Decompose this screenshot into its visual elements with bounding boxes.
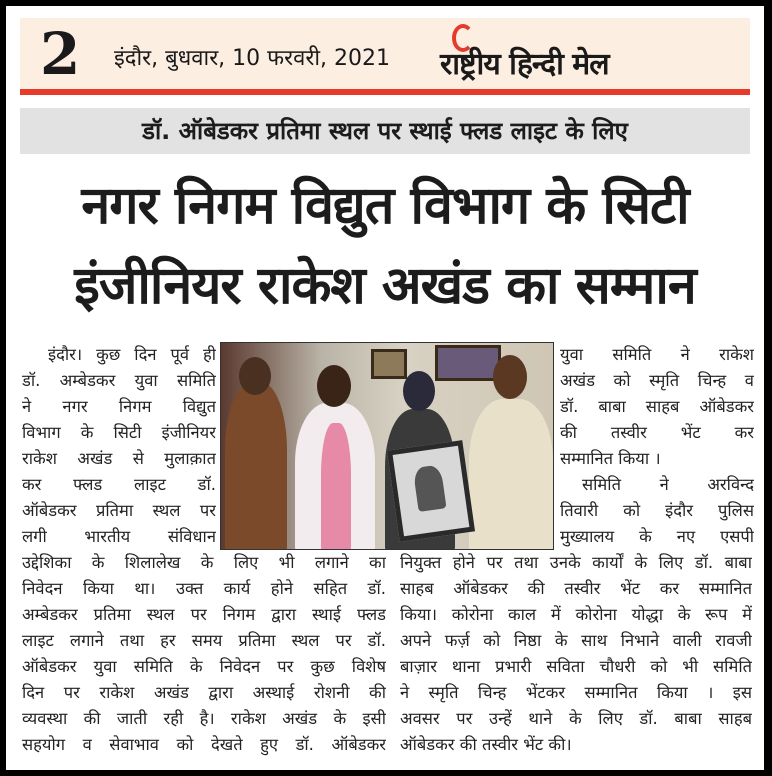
text-line: समिति ने अरविन्द [582,475,754,494]
text-line: किया। कोरोना काल में कोरोना योद्धा के रूप में [400,605,752,624]
text-line: ने स्मृति चिन्ह भेंटकर सम्मानित किया । इस [400,683,752,702]
text-line: साहब ऑबेडकर की तस्वीर भेंट कर सम्मानित [400,579,752,598]
newspaper-clipping [6,6,764,770]
text-line: विभाग के सिटी इंजीनियर [22,423,216,442]
text-line: सहयोग व सेवाभाव को देखते हुए डॉ. ऑबेडकर [22,735,386,754]
text-line: तिवारी को इंदौर पुलिस [560,501,754,520]
body-column-bottom-right [400,550,752,758]
text-line: लाइट लगाने तथा हर समय प्रतिमा स्थल पर डॉ. [22,631,386,650]
newspaper-name: राष्ट्रीय हिन्दी मेल [440,47,609,82]
body-column-right [560,342,754,550]
wall-frame [371,349,407,379]
red-divider [20,89,750,95]
text-line: ऑबेडकर युवा समिति के निवेदन पर कुछ विशेष [22,657,386,676]
text-line: युवा समिति ने राकेश [560,345,754,364]
wall-frame [435,345,501,381]
text-line: मुख्यालय के नए एसपी [560,527,754,546]
text-line: ने नगर निगम विद्युत [22,397,216,416]
text-line: अपने फर्ज़ को निष्ठा के साथ निभाने वाली रावजी [400,631,752,650]
text-line: नियुक्त होने पर तथा उनके कार्यों के लिए डॉ. बाबा [400,553,752,572]
text-line: सम्मानित किया । [560,449,661,468]
text-line: दिन पर राकेश अखंड द्वारा अस्थाई रोशनी की [22,683,386,702]
newspaper-logo [440,24,740,86]
headline-line: नगर निगम विद्युत विभाग के सिटी [81,176,689,236]
text-line: निवेदन किया था। उक्त कार्य होने सहित डॉ. [22,579,386,598]
text-line: ऑबेडकर की तस्वीर भेंट की। [400,735,572,754]
text-line: उद्देशिका के शिलालेख के लिए भी लगाने का [22,553,386,572]
person [469,399,553,550]
text-line: लगी भारतीय संविधान [22,527,216,546]
text-line: की तस्वीर भेंट कर [560,423,754,442]
text-line: अम्बेडकर प्रतिमा स्थल पर निगम द्वारा स्थाई फ्लड [22,605,386,624]
body-column-left [22,342,216,550]
person [225,383,287,550]
headline [6,166,764,326]
text-line: डॉ. अम्बेडकर युवा समिति [22,371,216,390]
masthead [20,18,750,90]
text-line: ऑबेडकर प्रतिमा स्थल पर [22,501,216,520]
page-number: 2 [40,20,81,88]
text-line: राकेश अखंड से मुलाक़ात [22,449,216,468]
news-photo [220,342,554,550]
ambedkar-portrait [387,440,475,542]
dateline: इंदौर, बुधवार, 10 फरवरी, 2021 [114,46,391,71]
text-line: इंदौर। कुछ दिन पूर्व ही [48,345,216,364]
text-line: अखंड को स्मृति चिन्ह व [560,371,754,390]
text-line: डॉ. बाबा साहब ऑबेडकर [560,397,754,416]
headline-line: इंजीनियर राकेश अखंड का सम्मान [74,256,696,316]
text-line: कर फ्लड लाइट डॉ. [22,475,216,494]
text-line: अवसर पर उन्हें थाने के लिए डॉ. बाबा साहब [400,709,752,728]
body-column-bottom-left [22,550,386,758]
text-line: व्यवस्था की जाती रही है। राकेश अखंड के इसी [22,709,386,728]
text-line: बाज़ार थाना प्रभारी सविता चौधरी को भी समिति [400,657,752,676]
kicker-strap: डॉ. ऑबेडकर प्रतिमा स्थल पर स्थाई फ्लड लाइट के लिए [20,108,750,154]
